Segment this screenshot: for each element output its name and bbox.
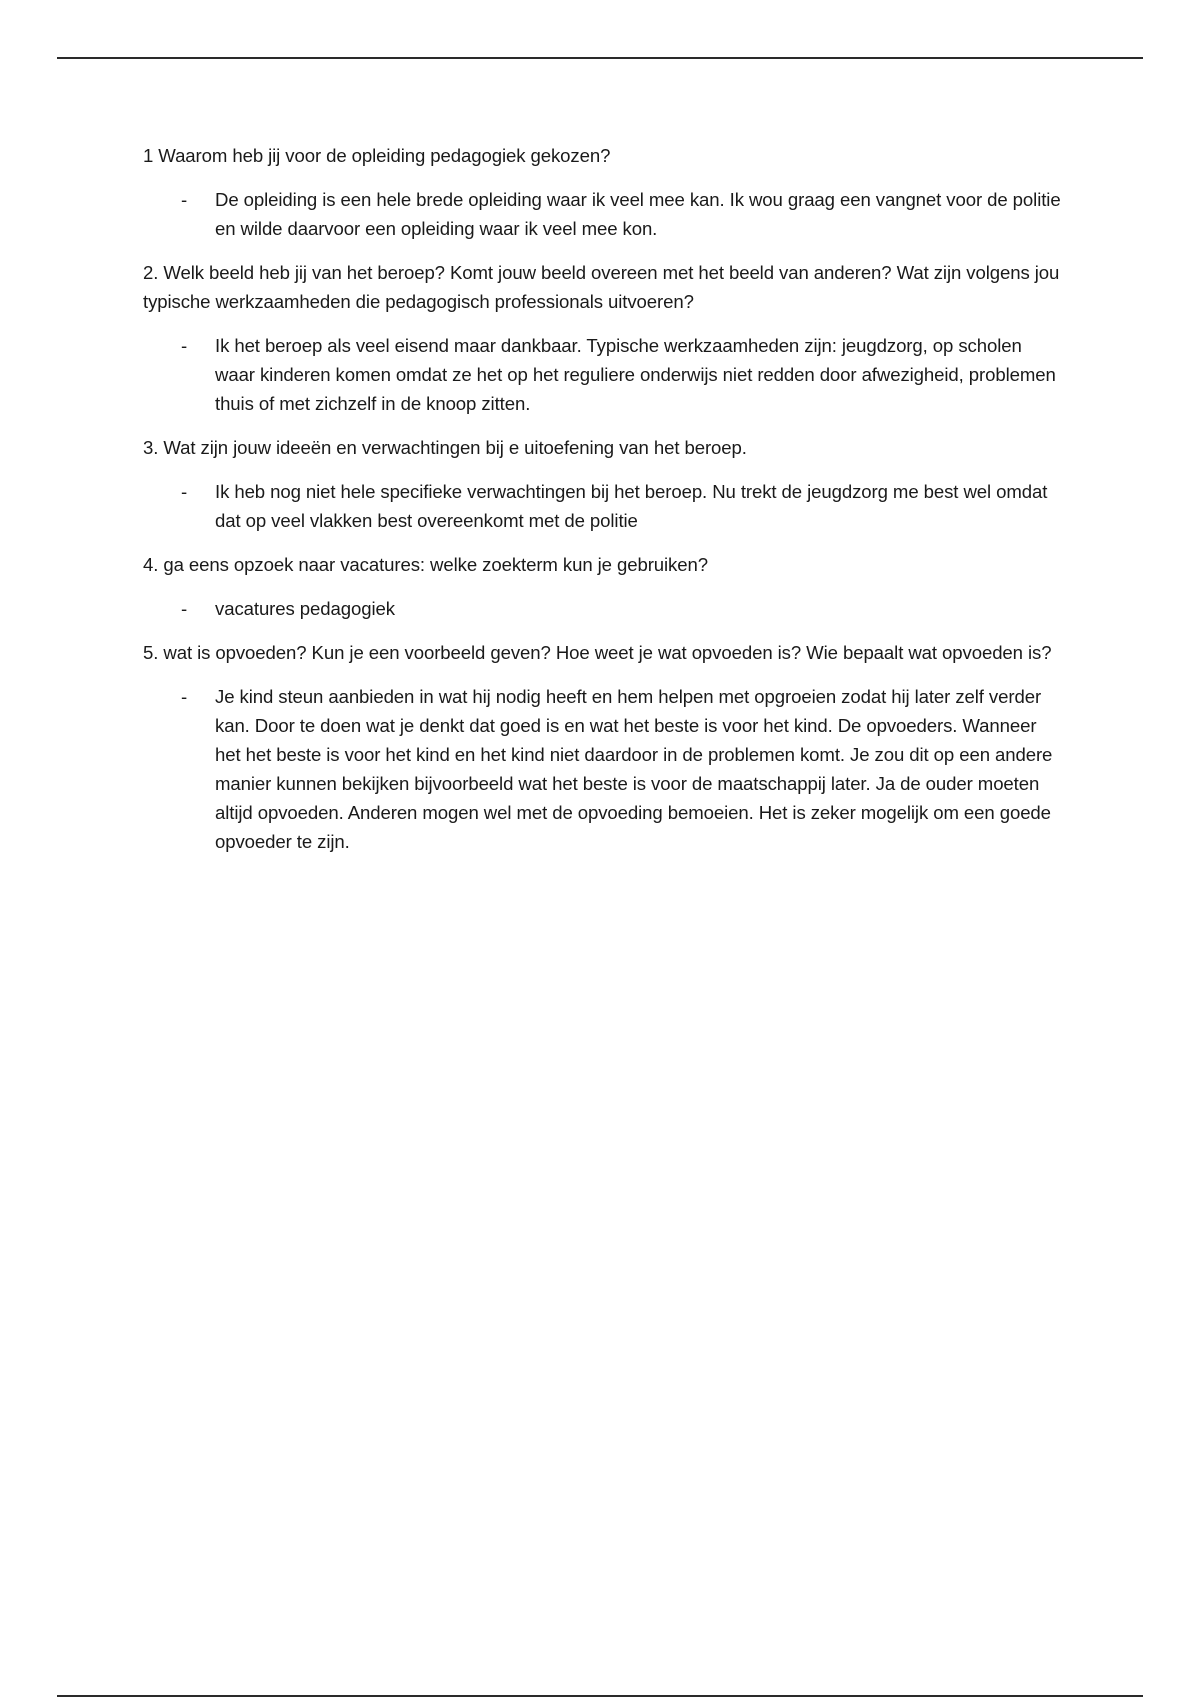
document-body bbox=[143, 141, 1063, 871]
footer-rule bbox=[57, 1695, 1143, 1697]
answer-list-2 bbox=[143, 331, 1063, 418]
dash-bullet: - bbox=[181, 335, 188, 356]
answer-text: De opleiding is een hele brede opleiding waar ik veel mee kan. Ik wou graag een vangnet voor de politie en wilde daarvoor een opleiding waar ik veel mee kon. bbox=[215, 189, 1061, 239]
question-1: 1 Waarom heb jij voor de opleiding pedagogiek gekozen? bbox=[143, 145, 611, 166]
question-2: 2. Welk beeld heb jij van het beroep? Komt jouw beeld overeen met het beeld van anderen? Wat zijn volgens jou typische werkzaamheden die pedagogisch professionals uitvoeren? bbox=[143, 262, 1060, 312]
question-4: 4. ga eens opzoek naar vacatures: welke zoekterm kun je gebruiken? bbox=[143, 554, 708, 575]
dash-bullet: - bbox=[181, 686, 188, 707]
answer-item bbox=[143, 185, 1063, 243]
answer-text: Je kind steun aanbieden in wat hij nodig heeft en hem helpen met opgroeien zodat hij later zelf verder kan. Door te doen wat je denkt dat goed is en wat het beste is voor het kind. De opvoeders. Wanneer het het beste is voor het kind en het kind niet daardoor in de problemen komt. Je zou dit op een andere manier kunnen bekijken bijvoorbeeld wat het beste is voor de maatschappij later. Ja de ouder moeten altijd opvoeden. Anderen mogen wel met de opvoeding bemoeien. Het is zeker mogelijk om een goede opvoeder te zijn. bbox=[215, 686, 1053, 852]
answer-text: Ik heb nog niet hele specifieke verwachtingen bij het beroep. Nu trekt de jeugdzorg me best wel omdat dat op veel vlakken best overeenkomt met de politie bbox=[215, 481, 1048, 531]
answer-list-4 bbox=[143, 594, 1063, 623]
dash-bullet: - bbox=[181, 189, 188, 210]
answer-item bbox=[143, 682, 1063, 856]
answer-text: vacatures pedagogiek bbox=[215, 598, 395, 619]
answer-list-1 bbox=[143, 185, 1063, 243]
dash-bullet: - bbox=[181, 598, 188, 619]
dash-bullet: - bbox=[181, 481, 188, 502]
header-rule bbox=[57, 57, 1143, 59]
question-5: 5. wat is opvoeden? Kun je een voorbeeld geven? Hoe weet je wat opvoeden is? Wie bepaalt wat opvoeden is? bbox=[143, 642, 1052, 663]
answer-item bbox=[143, 331, 1063, 418]
answer-list-5 bbox=[143, 682, 1063, 856]
answer-text: Ik het beroep als veel eisend maar dankbaar. Typische werkzaamheden zijn: jeugdzorg, op scholen waar kinderen komen omdat ze het op het reguliere onderwijs niet redden door afwezigheid, problemen thuis of met zichzelf in de knoop zitten. bbox=[215, 335, 1056, 414]
answer-item bbox=[143, 594, 1063, 623]
question-3: 3. Wat zijn jouw ideeën en verwachtingen bij e uitoefening van het beroep. bbox=[143, 437, 747, 458]
answer-item bbox=[143, 477, 1063, 535]
answer-list-3 bbox=[143, 477, 1063, 535]
